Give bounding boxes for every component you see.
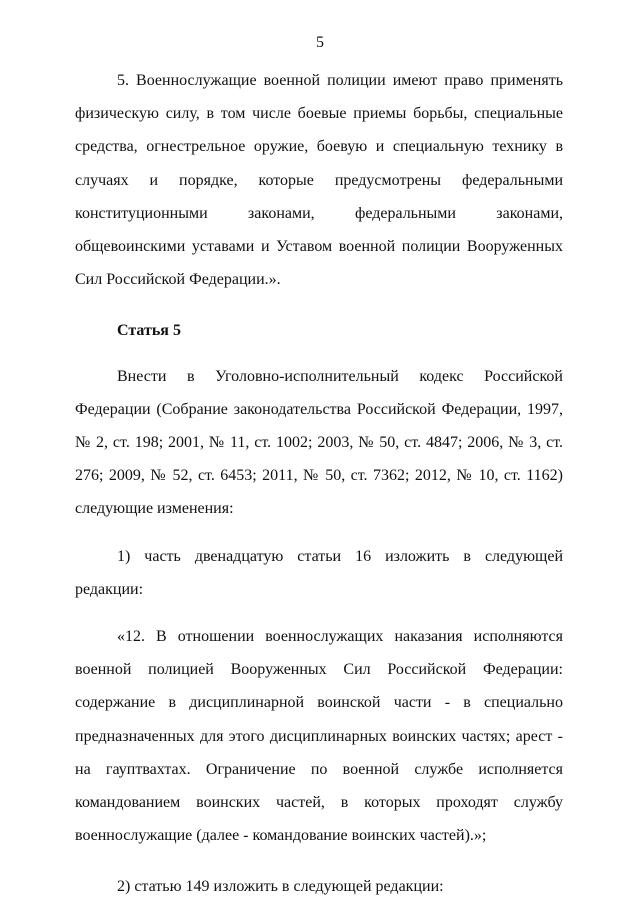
document-body <box>75 64 563 904</box>
paragraph-military-police-force: 5. Военнослужащие военной полиции имеют право применять физическую силу, в том числе боевые приемы борьбы, специальные средства, огнестрельное оружие, боевую и специальную технику в случаях и порядке, которые предусмотрены федеральными конституционными законами, федеральными законами, общевоинскими уставами и Уставом военной полиции Вооруженных Сил Российской Федерации.». <box>75 72 563 289</box>
paragraph-item-1: 1) часть двенадцатую статьи 16 изложить в следующей редакции: <box>75 547 563 598</box>
paragraph-item-2: 2) статью 149 изложить в следующей редакции: <box>117 878 444 896</box>
page-number: 5 <box>316 34 324 51</box>
paragraph-quoted-part-12: «12. В отношении военнослужащих наказания исполняются военной полицией Вооруженных Сил Российской Федерации: содержание в дисциплинарной воинской части - в специально предназначенных для этого дисциплинарных воинских частях; арест - на гауптвахтах. Ограничение по военной службе исполняется командованием воинских частей, в которых проходят службу военнослужащие (далее - командование воинских частей).»; <box>75 628 563 845</box>
paragraph-amendments-intro: Внести в Уголовно-исполнительный кодекс Российской Федерации (Собрание законодательства Российской Федерации, 1997, № 2, ст. 198; 2001, № 11, ст. 1002; 2003, № 50, ст. 4847; 2006, № 3, ст. 276; 2009, № 52, ст. 6453; 2011, № 50, ст. 7362; 2012, № 10, ст. 1162) следующие изменения: <box>75 367 563 518</box>
article-heading: Статья 5 <box>117 322 181 340</box>
